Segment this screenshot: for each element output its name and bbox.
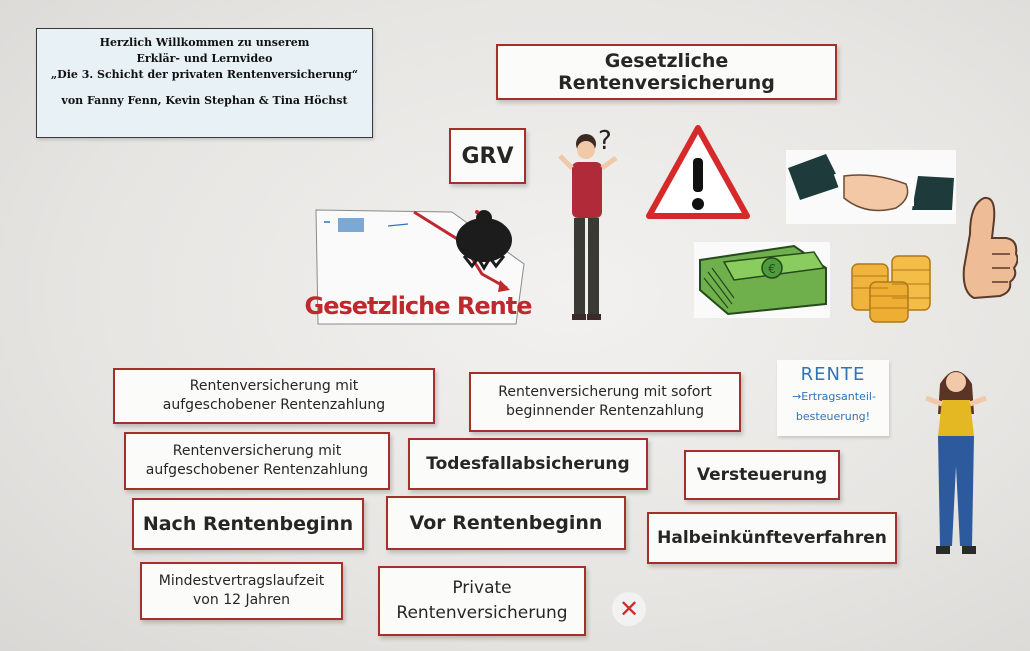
- rente-note-line-1-text: Ertragsanteil-: [801, 390, 876, 403]
- question-mark-icon: ?: [598, 126, 612, 156]
- intro-line-1: Herzlich Willkommen zu unserem: [99, 36, 310, 49]
- card-rv-sofort: [469, 372, 741, 432]
- card-versteuerung-label: Versteuerung: [696, 465, 828, 485]
- card-todesfallabsicherung: [408, 438, 648, 490]
- card-private-rentenversicherung-line-1: Private: [452, 578, 512, 598]
- card-versteuerung: [684, 450, 840, 500]
- rente-note-line-1: →Ertragsanteil-: [792, 390, 876, 403]
- card-private-rentenversicherung-line-2: Rentenversicherung: [396, 603, 568, 623]
- gesetzliche-rente-sticker: [302, 204, 534, 328]
- warning-triangle-icon: [645, 124, 751, 220]
- card-halbeinkuenfteverfahren: [647, 512, 897, 564]
- card-vor-rentenbeginn: [386, 496, 626, 550]
- card-gesetzliche-rentenversicherung-label: Gesetzliche Rentenversicherung: [558, 50, 775, 94]
- cross-icon: ✕: [612, 592, 646, 626]
- happy-woman-figure: [920, 364, 992, 560]
- coin-stacks-icon: [848, 252, 934, 324]
- rente-note-line-2: besteuerung!: [795, 410, 871, 423]
- rente-note-title: RENTE: [800, 364, 866, 385]
- card-mindestvertragslaufzeit-line-1: Mindestvertragslaufzeit: [158, 573, 325, 589]
- card-rv-aufgeschoben-1-line-1: Rentenversicherung mit: [189, 378, 359, 394]
- intro-line-3: „Die 3. Schicht der privaten Rentenversicherung“: [50, 68, 359, 81]
- card-rv-sofort-line-2: beginnender Rentenzahlung: [505, 403, 705, 419]
- svg-text:€: €: [768, 262, 776, 276]
- card-gesetzliche-rentenversicherung: [496, 44, 837, 100]
- thumbs-up-icon: [960, 194, 1018, 306]
- card-nach-rentenbeginn-label: Nach Rentenbeginn: [142, 513, 354, 535]
- card-rv-aufgeschoben-1: [113, 368, 435, 424]
- card-todesfallabsicherung-label: Todesfallabsicherung: [426, 454, 630, 474]
- card-rv-aufgeschoben-1-line-2: aufgeschobener Rentenzahlung: [162, 397, 386, 413]
- card-rv-aufgeschoben-2-line-1: Rentenversicherung mit: [172, 443, 342, 459]
- card-grv-label: GRV: [461, 143, 514, 169]
- rente-note: [777, 360, 889, 436]
- card-vor-rentenbeginn-label: Vor Rentenbeginn: [409, 512, 603, 534]
- card-private-rentenversicherung: [378, 566, 586, 636]
- card-rv-aufgeschoben-2: [124, 432, 390, 490]
- card-mindestvertragslaufzeit: [140, 562, 343, 620]
- card-halbeinkuenfteverfahren-label: Halbeinkünfteverfahren: [657, 528, 887, 548]
- handshake-icon: [786, 146, 956, 228]
- gesetzliche-rente-text: Gesetzliche Rente: [304, 292, 532, 320]
- money-bundle-icon: [694, 242, 830, 318]
- intro-authors: von Fanny Fenn, Kevin Stephan & Tina Höchst: [61, 94, 348, 107]
- card-mindestvertragslaufzeit-line-2: von 12 Jahren: [193, 592, 290, 608]
- card-rv-aufgeschoben-2-line-2: aufgeschobener Rentenzahlung: [145, 462, 369, 478]
- intro-sheet: [36, 28, 373, 138]
- confused-woman-figure: [556, 128, 626, 328]
- card-rv-sofort-line-1: Rentenversicherung mit sofort: [498, 384, 712, 400]
- intro-line-2: Erklär- und Lernvideo: [136, 52, 273, 65]
- card-nach-rentenbeginn: [132, 498, 364, 550]
- card-grv: [449, 128, 526, 184]
